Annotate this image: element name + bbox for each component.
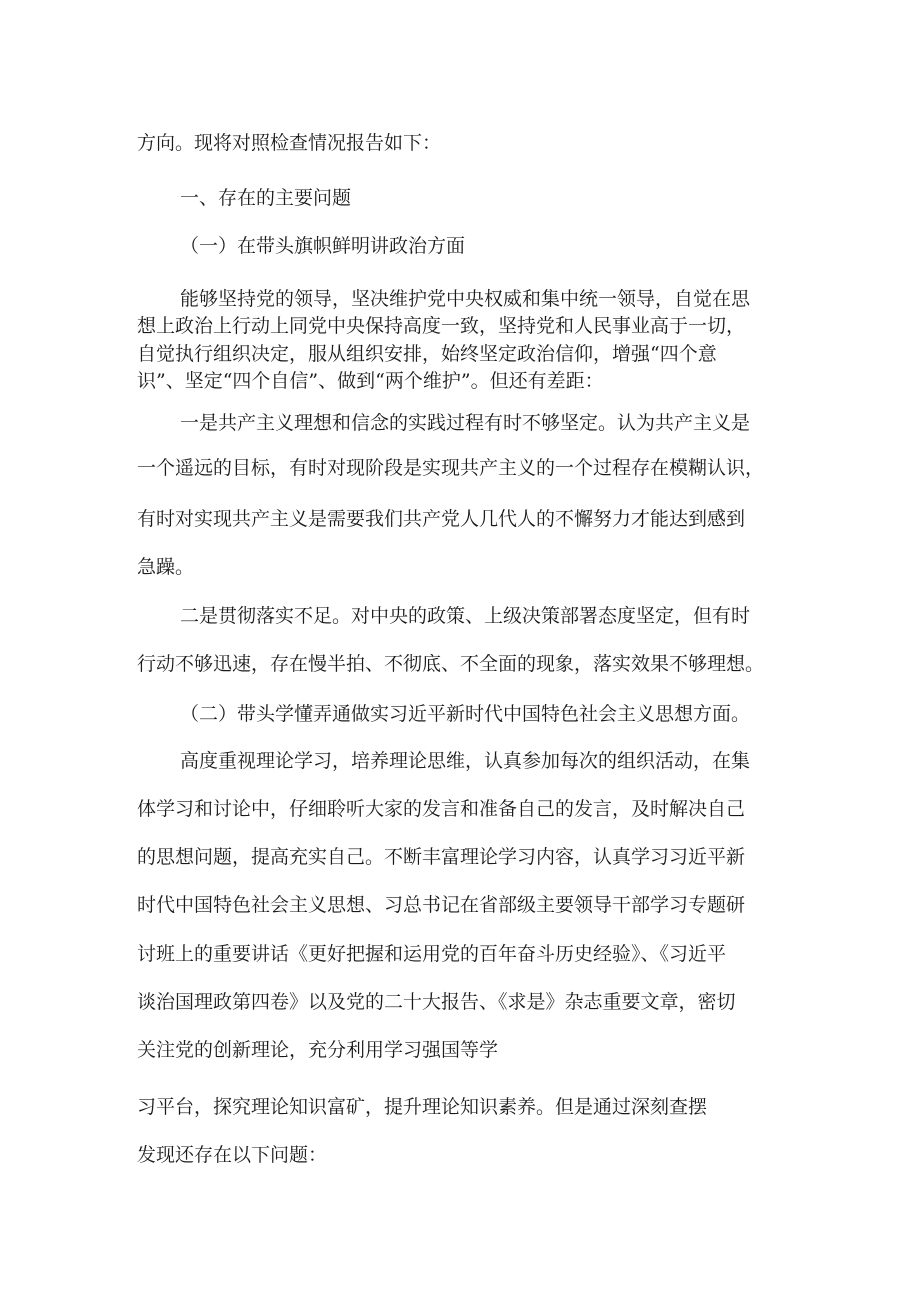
text-line: 急躁。 xyxy=(137,556,195,578)
text-line: 谈治国理政第四卷》以及党的二十大报告、《求是》杂志重要文章，密切 xyxy=(137,991,736,1013)
text-line: 习平台，探究理论知识富矿，提升理论知识素养。但是通过深刻查摆 xyxy=(137,1096,708,1118)
text-line: 发现还存在以下问题： xyxy=(137,1144,328,1166)
text-line: 体学习和讨论中，仔细聆听大家的发言和准备自己的发言，及时解决自己 xyxy=(137,798,746,820)
subsection-heading: （一）在带头旗帜鲜明讲政治方面 xyxy=(180,235,466,257)
text-line: 方向。现将对照检查情况报告如下： xyxy=(137,132,442,154)
text-line: 识”、坚定“四个自信”、做到“两个维护”。但还有差距： xyxy=(137,370,604,392)
text-line: 有时对实现共产主义是需要我们共产党人几代人的不懈努力才能达到感到 xyxy=(137,508,746,530)
subsection-heading: （二）带头学懂弄通做实习近平新时代中国特色社会主义思想方面。 xyxy=(180,703,751,725)
text-line: 一个遥远的目标，有时对现阶段是实现共产主义的一个过程存在模糊认识， xyxy=(137,457,765,479)
text-line: 讨班上的重要讲话《更好把握和运用党的百年奋斗历史经验》、《习近平 xyxy=(137,943,727,965)
text-line: 能够坚持党的领导，坚决维护党中央权威和集中统一领导，自觉在思 xyxy=(180,288,751,310)
text-line: 一是共产主义理想和信念的实践过程有时不够坚定。认为共产主义是 xyxy=(180,412,751,434)
text-line: 行动不够迅速，存在慢半拍、不彻底、不全面的现象，落实效果不够理想。 xyxy=(137,653,765,675)
text-line: 想上政治上行动上同党中央保持高度一致，坚持党和人民事业高于一切， xyxy=(137,315,746,337)
text-line: 高度重视理论学习，培养理论思维，认真参加每次的组织活动，在集 xyxy=(180,750,751,772)
text-line: 的思想问题，提高充实自己。不断丰富理论学习内容，认真学习习近平新 xyxy=(137,846,746,868)
section-heading: 一、存在的主要问题 xyxy=(180,187,352,209)
text-line: 自觉执行组织决定，服从组织安排，始终坚定政治信仰，增强“四个意 xyxy=(137,343,717,365)
text-line: 时代中国特色社会主义思想、习总书记在省部级主要领导干部学习专题研 xyxy=(137,894,746,916)
text-line: 二是贯彻落实不足。对中央的政策、上级决策部署态度坚定，但有时 xyxy=(180,605,751,627)
text-line: 关注党的创新理论，充分利用学习强国等学 xyxy=(137,1039,499,1061)
